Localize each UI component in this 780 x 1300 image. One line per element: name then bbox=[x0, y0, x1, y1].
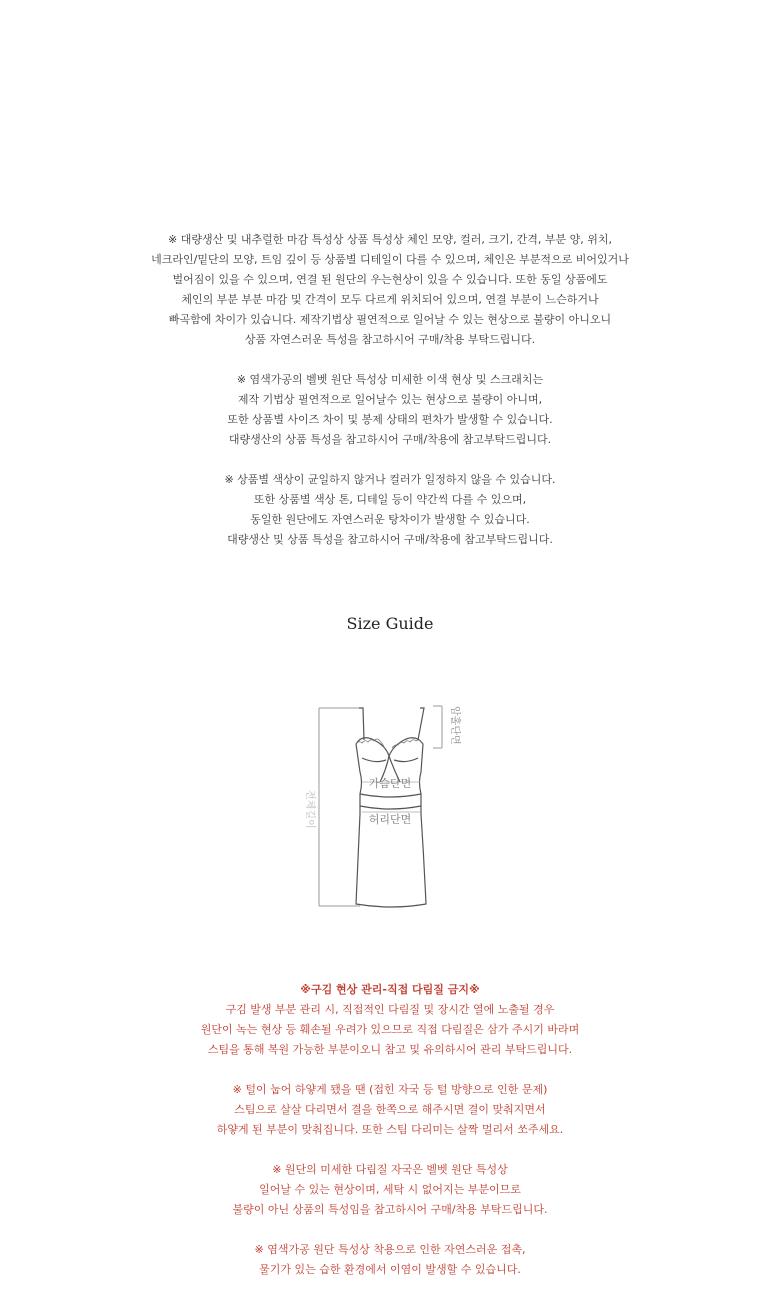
notice-line: 체인의 부분 부분 마감 및 간격이 모두 다르게 위치되어 있으며, 연결 부분이 느슨하거나 bbox=[181, 293, 599, 306]
armhole-line bbox=[433, 706, 442, 748]
notice-line: 또한 상품별 사이즈 차이 및 봉제 상태의 편차가 발생할 수 있습니다. bbox=[227, 413, 553, 426]
care-instructions bbox=[0, 980, 780, 1300]
care-heading: ※구김 현상 관리-직접 다림질 금지※ bbox=[300, 983, 480, 996]
notice-line: ※ 염색가공의 벨벳 원단 특성상 미세한 이색 현상 및 스크래치는 bbox=[236, 373, 544, 386]
care-paragraph-1 bbox=[0, 980, 780, 1060]
dress-outline bbox=[356, 708, 426, 907]
lace-trim bbox=[356, 739, 423, 749]
chest-label: 가슴단면 bbox=[368, 777, 412, 790]
care-line: 구김 발생 부분 관리 시, 직접적인 다림질 및 장시간 열에 노출될 경우 bbox=[225, 1003, 555, 1016]
notice-line: 상품 자연스러운 특성을 참고하시어 구매/착용 부탁드립니다. bbox=[244, 333, 536, 346]
care-line: 하얗게 된 부분이 맞춰집니다. 또한 스팀 다리미는 살짝 멀리서 쏘주세요. bbox=[216, 1123, 564, 1136]
notice-line: 네크라인/밑단의 모양, 트임 깊이 등 상품별 디테일이 다를 수 있으며, 체인은 부분적으로 비어있거나 bbox=[151, 253, 629, 266]
care-line: 원단이 녹는 현상 등 훼손될 우려가 있으므로 직접 다림질은 삼가 주시기 바라며 bbox=[200, 1023, 580, 1036]
total-length-line bbox=[319, 708, 360, 906]
care-line: 물기가 있는 습한 환경에서 이염이 발생할 수 있습니다. bbox=[259, 1263, 521, 1276]
notice-line: 벌어짐이 있을 수 있으며, 연결 된 원단의 우는현상이 있을 수 있습니다. 또한 동일 상품에도 bbox=[172, 273, 608, 286]
notice-paragraph-3 bbox=[0, 470, 780, 550]
notice-line: 대량생산의 상품 특성을 참고하시어 구매/착용에 참고부탁드립니다. bbox=[228, 433, 552, 446]
product-notice bbox=[0, 230, 780, 570]
care-line: 스팀으로 살살 다리면서 결을 한쪽으로 해주시면 결이 맞춰지면서 bbox=[234, 1103, 546, 1116]
care-line: 일어날 수 있는 현상이며, 세탁 시 없어지는 부분이므로 bbox=[259, 1183, 521, 1196]
care-line: ※ 털이 눕어 하얗게 됐을 땐 (접힌 자국 등 털 방향으로 인한 문제) bbox=[232, 1083, 548, 1096]
notice-line: ※ 대량생산 및 내추럴한 마감 특성상 상품 특성상 체인 모양, 컬러, 크기, 간격, 부분 양, 위치, bbox=[168, 233, 612, 246]
notice-line: 대량생산 및 상품 특성을 참고하시어 구매/착용에 참고부탁드립니다. bbox=[227, 533, 553, 546]
size-guide-diagram bbox=[290, 700, 480, 915]
dress-illustration bbox=[290, 700, 480, 915]
armhole-label: 암홀단면 bbox=[449, 706, 460, 745]
notice-line: 동일한 원단에도 자연스러운 탕차이가 발생할 수 있습니다. bbox=[250, 513, 530, 526]
notice-line: 또한 상품별 색상 톤, 디테일 등이 약간씩 다를 수 있으며, bbox=[253, 493, 527, 506]
notice-paragraph-1 bbox=[0, 230, 780, 350]
notice-line: 빠곡함에 차이가 있습니다. 제작기법상 필연적으로 일어날 수 있는 현상으로 불량이 아니오니 bbox=[168, 313, 612, 326]
care-line: 스팀을 통해 복원 가능한 부분이오니 참고 및 유의하시어 관리 부탁드립니다. bbox=[207, 1043, 573, 1056]
care-line: ※ 염색가공 원단 특성상 착용으로 인한 자연스러운 접촉, bbox=[254, 1243, 526, 1256]
care-line: 불량이 아닌 상품의 특성임을 참고하시어 구매/착용 부탁드립니다. bbox=[232, 1203, 548, 1216]
total-length-label: 전체길이 bbox=[304, 790, 315, 829]
notice-line: 제작 기법상 필연적으로 일어날수 있는 현상으로 불량이 아니며, bbox=[237, 393, 543, 406]
care-paragraph-4 bbox=[0, 1240, 780, 1280]
care-line: ※ 원단의 미세한 다림질 자국은 벨벳 원단 특성상 bbox=[272, 1163, 508, 1176]
notice-paragraph-2 bbox=[0, 370, 780, 450]
notice-line: ※ 상품별 색상이 균일하지 않거나 컬러가 일정하지 않을 수 있습니다. bbox=[224, 473, 556, 486]
waist-label: 허리단면 bbox=[368, 813, 412, 826]
care-paragraph-3 bbox=[0, 1160, 780, 1220]
size-guide-title: Size Guide bbox=[346, 614, 434, 633]
care-paragraph-2 bbox=[0, 1080, 780, 1140]
